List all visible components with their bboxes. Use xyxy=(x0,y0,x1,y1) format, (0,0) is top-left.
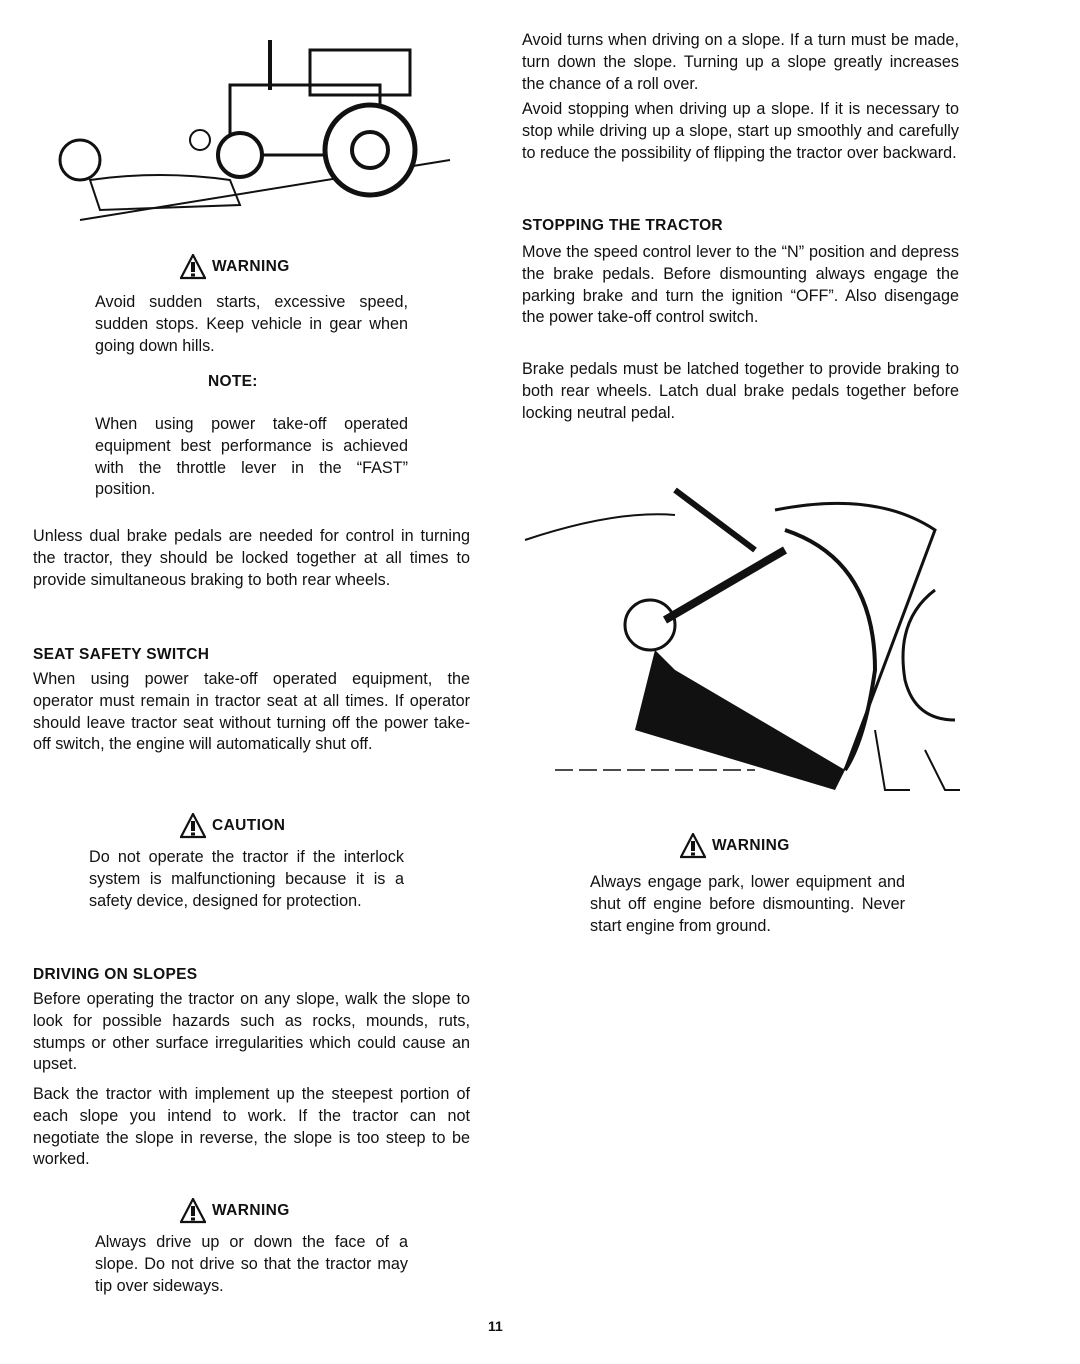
warning-text: Avoid sudden starts, excessive speed, sudden stops. Keep vehicle in gear when going down hills. xyxy=(95,293,408,355)
caution-heading: CAUTION xyxy=(180,813,285,839)
note-heading: NOTE: xyxy=(208,373,258,390)
slopes-paragraph-2: Back the tractor with implement up the steepest portion of each slope you intend to work. If the tractor can not negotiate the slope in reverse, the slope is too steep to be worked. xyxy=(33,1085,470,1169)
caution-text: Do not operate the tractor if the interlock system is malfunctioning because it is a safety device, designed for protection. xyxy=(89,848,404,910)
page-number: 11 xyxy=(488,1318,503,1334)
section-heading-stopping: STOPPING THE TRACTOR xyxy=(522,217,723,234)
warning-heading: WARNING xyxy=(180,1198,290,1224)
caution-triangle-icon xyxy=(180,813,206,839)
section-heading-driving-slopes: DRIVING ON SLOPES xyxy=(33,966,198,983)
warning-text: Always drive up or down the face of a slope. Do not drive so that the tractor may tip over sideways. xyxy=(95,1233,408,1295)
warning-triangle-icon xyxy=(180,1198,206,1224)
warning-triangle-icon xyxy=(680,833,706,859)
stopping-paragraph-1: Move the speed control lever to the “N” position and depress the brake pedals. Before dismounting always engage the parking brake and turn the ignition “OFF”. Also disengage the power take-off control switch. xyxy=(522,243,959,327)
note-text: When using power take-off operated equipment best performance is achieved with the throttle lever in the “FAST” position. xyxy=(95,415,408,499)
warning-triangle-icon xyxy=(180,254,206,280)
stopping-paragraph-2: Brake pedals must be latched together to provide braking to both rear wheels. Latch dual brake pedals together before locking neutral pedal. xyxy=(522,360,959,422)
warning-heading: WARNING xyxy=(180,254,290,280)
brake-paragraph: Unless dual brake pedals are needed for control in turning the tractor, they should be locked together at all times to provide simultaneous braking to both rear wheels. xyxy=(33,527,470,589)
warning-heading: WARNING xyxy=(680,833,790,859)
tractor-slope-illustration xyxy=(40,30,460,230)
seat-safety-text: When using power take-off operated equipment, the operator must remain in tractor seat at all times. If operator should leave tractor seat without turning off the power take-off switch, the engine will automatically shut off. xyxy=(33,670,470,754)
slope-turn-paragraph: Avoid turns when driving on a slope. If a turn must be made, turn down the slope. Turning up a slope greatly increases the chance of a roll over. xyxy=(522,31,959,93)
section-heading-seat-safety: SEAT SAFETY SWITCH xyxy=(33,646,210,663)
warning-text: Always engage park, lower equipment and shut off engine before dismounting. Never start engine from ground. xyxy=(590,873,905,935)
slope-stop-paragraph: Avoid stopping when driving up a slope. If it is necessary to stop while driving up a slope, start up smoothly and carefully to reduce the possibility of flipping the tractor over backward. xyxy=(522,100,959,162)
dismount-hazard-illustration xyxy=(515,470,965,800)
slopes-paragraph-1: Before operating the tractor on any slope, walk the slope to look for possible hazards such as rocks, mounds, ruts, stumps or other surface irregularities which could cause an upset. xyxy=(33,990,470,1074)
